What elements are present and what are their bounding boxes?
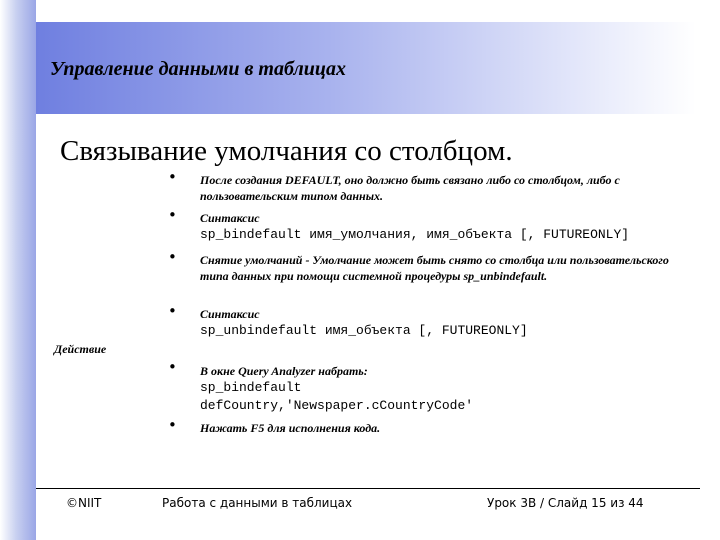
bullet-text <box>200 210 690 244</box>
bullet-text <box>200 420 690 436</box>
bullet-icon: • <box>168 302 177 320</box>
bullet-icon: • <box>168 416 177 434</box>
bullet-icon: • <box>168 248 177 266</box>
bullet-text <box>200 306 690 340</box>
bullet-text <box>200 252 690 284</box>
bullet-text-4: Синтаксис <box>200 307 260 321</box>
action-label: Действие <box>54 342 107 356</box>
action-code-1a: sp_bindefault <box>200 380 302 395</box>
footer-divider <box>36 488 700 489</box>
bullet-text-2: Синтаксис <box>200 211 260 225</box>
bullet-icon: • <box>168 358 177 376</box>
action-text-1: В окне Query Analyzer набрать: <box>200 364 368 378</box>
bullet-code-4: sp_unbindefault имя_объекта [, FUTUREONLY] <box>200 323 528 338</box>
action-code-1b: defCountry,'Newspaper.cCountryCode' <box>200 398 474 413</box>
bullet-text-1: После создания DEFAULT, оно должно быть связано либо со столбцом, либо с пользовательским типом данных. <box>200 173 620 203</box>
bullet-text <box>200 363 690 415</box>
slide-title: Управление данными в таблицах <box>50 58 346 80</box>
bullet-text <box>200 172 690 204</box>
bullet-code-2: sp_bindefault имя_умолчания, имя_объекта [, FUTUREONLY] <box>200 227 630 242</box>
left-decorative-bar <box>0 0 36 540</box>
footer-copyright: ©NIIT <box>66 496 102 510</box>
title-banner <box>36 22 696 114</box>
slide-subtitle: Связывание умолчания со столбцом. <box>60 135 513 167</box>
footer-course-title: Работа с данными в таблицах <box>162 496 353 510</box>
bullet-icon: • <box>168 168 177 186</box>
action-text-2: Нажать F5 для исполнения кода. <box>200 421 381 435</box>
bullet-text-3: Снятие умолчаний - Умолчание может быть снято со столбца или пользовательского типа данных при помощи системной процедуры sp_unbindefault. <box>200 253 669 283</box>
bullet-icon: • <box>168 206 177 224</box>
footer-slide-number: Урок 3B / Слайд 15 из 44 <box>487 496 644 510</box>
